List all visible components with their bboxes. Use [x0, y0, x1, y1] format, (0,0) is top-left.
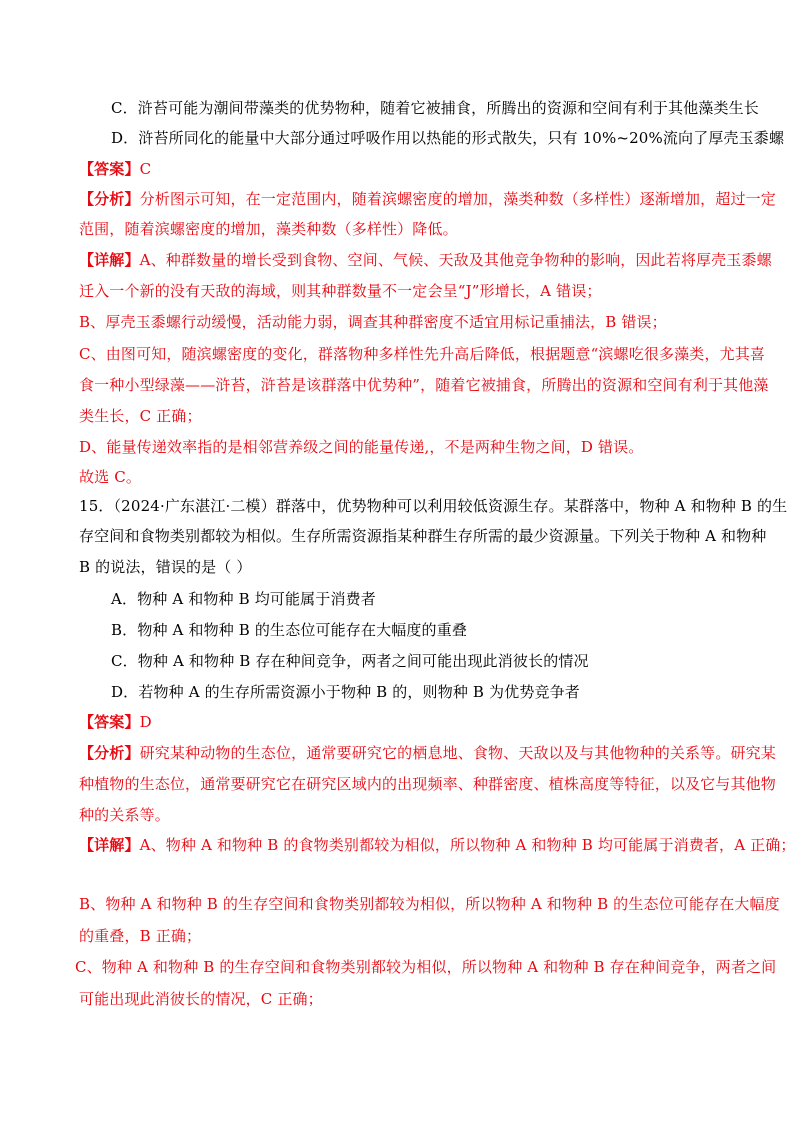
q15-detail-line-3: 的重叠，B 正确；	[79, 927, 202, 945]
q14-detail-line-2: 迁入一个新的没有天敌的海域，则其种群数量不一定会呈“J”形增长，A 错误；	[79, 282, 602, 300]
q14-detail-line-5: 食一种小型绿藻——浒苔，浒苔是该群落中优势种”，随着它被捕食，所腾出的资源和空间有利于其他藻	[79, 376, 769, 394]
q15-analysis-line-3: 种的关系等。	[79, 806, 170, 824]
analysis-text: 分析图示可知，在一定范围内，随着滨螺密度的增加，藻类种数（多样性）逐渐增加，超过一定	[139, 190, 776, 208]
q14-detail-line-1	[79, 249, 772, 271]
answer-label: 【答案】	[79, 713, 140, 731]
answer-value: D	[139, 713, 152, 731]
q15-detail-line-1	[79, 834, 796, 856]
q15-stem-line-1: 15．（2024·广东湛江·二模）群落中，优势物种可以利用较低资源生存。某群落中，物种 A 和物种 B 的生	[79, 497, 788, 515]
q14-analysis-line-2: 范围，随着滨螺密度的增加，藻类种数（多样性）降低。	[79, 220, 458, 238]
q14-detail-line-3: B、厚壳玉黍螺行动缓慢，活动能力弱，调查其种群密度不适宜用标记重捕法，B 错误；	[79, 313, 667, 331]
q15-option-a: A．物种 A 和物种 B 均可能属于消费者	[111, 590, 376, 608]
q14-detail-line-7: D、能量传递效率指的是相邻营养级之间的能量传递,，不是两种生物之间，D 错误。	[79, 438, 644, 456]
answer-value: C	[139, 160, 152, 178]
detail-text: A、物种 A 和物种 B 的食物类别都较为相似，所以物种 A 和物种 B 均可能属于消费者，A 正确；	[139, 836, 796, 854]
q15-stem-line-3: B 的说法，错误的是（ ）	[79, 558, 252, 576]
q15-stem-line-2: 存空间和食物类别都较为相似。生存所需资源指某种群生存所需的最少资源量。下列关于物种 A 和物种	[79, 527, 767, 545]
q14-detail-line-4: C、由图可知，随滨螺密度的变化，群落物种多样性先升高后降低，根据题意“滨螺吃很多藻类，尤其喜	[79, 345, 766, 363]
detail-label: 【详解】	[79, 251, 140, 269]
q15-detail-line-4: C、物种 A 和物种 B 的生存空间和食物类别都较为相似，所以物种 A 和物种 B 存在种间竞争，两者之间	[75, 958, 777, 976]
q15-analysis-line-2: 种植物的生态位，通常要研究它在研究区域内的出现频率、种群密度、植株高度等特征，以及它与其他物	[79, 775, 776, 793]
q15-option-c: C．物种 A 和物种 B 存在种间竞争，两者之间可能出现此消彼长的情况	[111, 652, 589, 670]
q15-analysis-line-1	[79, 742, 776, 764]
q15-answer	[79, 711, 152, 733]
answer-label: 【答案】	[79, 160, 140, 178]
detail-label: 【详解】	[79, 836, 140, 854]
q14-option-c: C．浒苔可能为潮间带藻类的优势物种，随着它被捕食，所腾出的资源和空间有利于其他藻类生长	[111, 99, 759, 117]
detail-text: A、种群数量的增长受到食物、空间、气候、天敌及其他竞争物种的影响，因此若将厚壳玉黍螺	[139, 251, 772, 269]
analysis-label: 【分析】	[79, 190, 140, 208]
analysis-label: 【分析】	[79, 744, 140, 762]
q14-analysis-line-1	[79, 188, 776, 210]
q14-answer	[79, 158, 151, 180]
q15-detail-line-2: B、物种 A 和物种 B 的生存空间和食物类别都较为相似，所以物种 A 和物种 B 的生态位可能存在大幅度	[79, 895, 780, 913]
q14-option-d: D．浒苔所同化的能量中大部分通过呼吸作用以热能的形式散失，只有 10%~20%流向了厚壳玉黍螺	[111, 129, 785, 147]
q15-detail-line-5: 可能出现此消彼长的情况，C 正确；	[79, 990, 323, 1008]
q15-option-b: B．物种 A 和物种 B 的生态位可能存在大幅度的重叠	[111, 621, 468, 639]
analysis-text: 研究某种动物的生态位，通常要研究它的栖息地、食物、天敌以及与其他物种的关系等。研究某	[139, 744, 776, 762]
q14-detail-line-6: 类生长，C 正确；	[79, 407, 202, 425]
q15-option-d: D．若物种 A 的生存所需资源小于物种 B 的，则物种 B 为优势竞争者	[111, 683, 580, 701]
q14-conclusion: 故选 C。	[79, 468, 141, 486]
